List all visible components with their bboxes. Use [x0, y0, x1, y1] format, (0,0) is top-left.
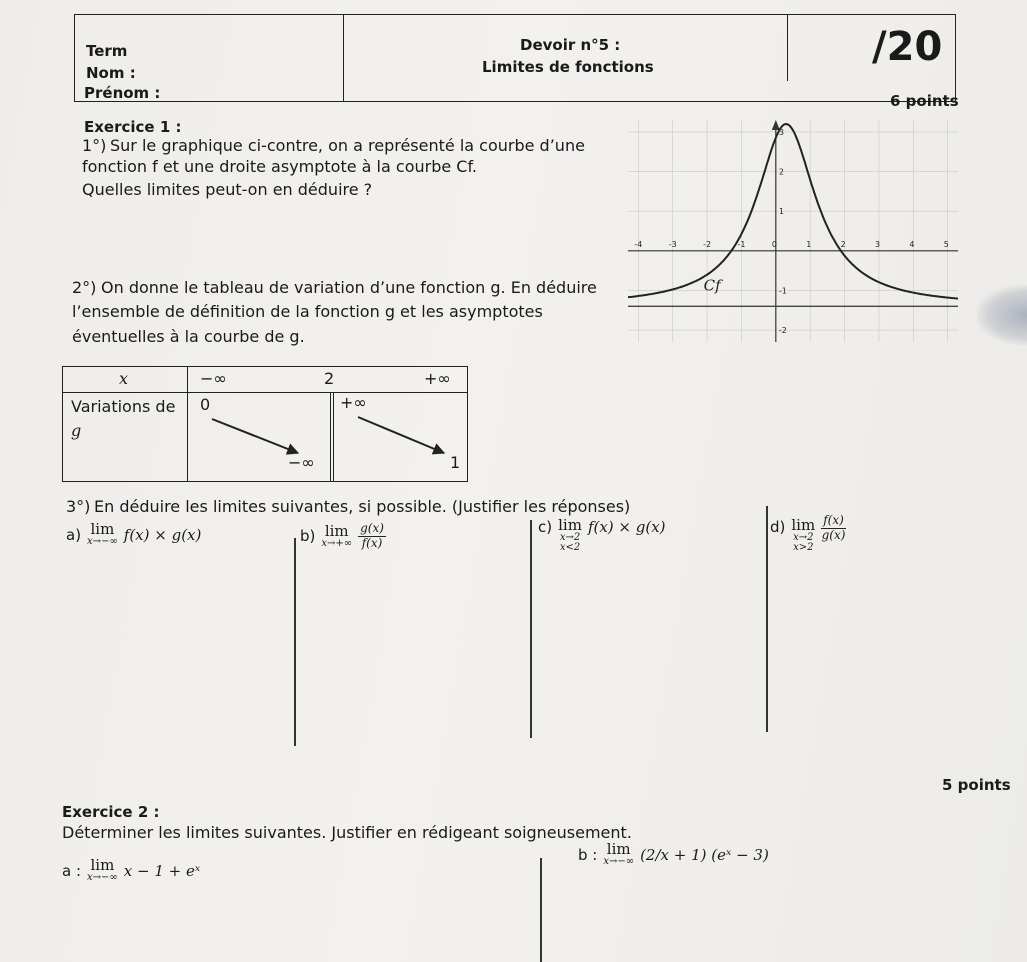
limit-a-operator: lim x→−∞ — [87, 520, 118, 547]
finger-shadow — [977, 285, 1027, 345]
ex1-title: Exercice 1 : — [84, 118, 182, 136]
limit-c — [538, 518, 666, 553]
ex1-q2-line2: l’ensemble de définition de la fonction g et les asymptotes — [72, 302, 543, 321]
header-level: Term — [86, 42, 128, 60]
ex1-q2-num: 2°) — [72, 278, 97, 297]
x-tick-label: 5 — [943, 239, 949, 249]
ex1-q2-line3: éventuelles à la courbe de g. — [72, 327, 305, 346]
limit-b-operator: lim x→+∞ — [321, 521, 353, 549]
limit-b-label: b) — [300, 527, 316, 546]
limit-d-fraction: $\frac{f(x)}{g(x)}$ — [821, 513, 846, 542]
tv-x-label: x — [119, 369, 129, 388]
ex2-a-label: a : — [62, 861, 82, 880]
tv-x-minus-inf: −∞ — [200, 369, 227, 388]
tv-right-top: +∞ — [340, 393, 367, 412]
limit-d-operator: lim x→2 x>2 — [791, 516, 816, 553]
y-tick-label: 1 — [778, 207, 784, 217]
header-nom: Nom : — [86, 64, 136, 82]
tv-x-plus-inf: +∞ — [424, 369, 451, 388]
tv-right-bottom: 1 — [450, 453, 461, 472]
tv-left-bottom: −∞ — [288, 453, 315, 472]
graph-grid — [628, 120, 958, 342]
limit-b-fraction: $\frac{g(x)}{f(x)}$ — [360, 521, 384, 550]
ex2-points: 5 points — [942, 776, 1011, 794]
ex1-q1-line2: fonction f et une droite asymptote à la courbe Cf. — [82, 157, 478, 176]
x-tick-labels — [634, 240, 948, 249]
answer-divider-2 — [530, 520, 532, 738]
y-tick-labels — [779, 128, 787, 335]
answer-divider-1 — [294, 538, 296, 746]
tv-x-values — [188, 367, 468, 393]
ex1-q1-line3: Quelles limites peut-on en déduire ? — [82, 180, 373, 199]
tv-x-header — [63, 367, 188, 393]
limit-d-label: d) — [770, 518, 786, 536]
header-devoir: Devoir n°5 : — [520, 36, 621, 54]
x-tick-label: -2 — [703, 239, 712, 249]
ex1-points: 6 points — [890, 92, 959, 110]
ex2-a-operator: lim x→−∞ — [87, 856, 118, 883]
limit-b — [300, 522, 386, 551]
tv-variations-cell — [188, 393, 468, 482]
x-tick-label: 0 — [771, 239, 777, 249]
y-tick-label: 3 — [778, 127, 784, 137]
limit-d — [770, 514, 846, 553]
ex1-q1-line1: Sur le graphique ci-contre, on a représenté la courbe d’une — [110, 136, 585, 155]
ex1-q3-text: En déduire les limites suivantes, si possible. (Justifier les réponses) — [94, 497, 631, 516]
limit-a-expr: f(x) × g(x) — [123, 525, 202, 544]
limit-a-label: a) — [66, 525, 82, 544]
tv-x-two: 2 — [324, 369, 335, 388]
limit-c-label: c) — [538, 518, 553, 536]
x-tick-label: 4 — [909, 239, 915, 249]
tv-row-label-cell — [63, 393, 188, 482]
tv-arrows — [188, 393, 468, 481]
ex2-a-expr: x − 1 + eˣ — [123, 861, 201, 880]
curve-label: Cf — [703, 276, 721, 295]
tv-left-top: 0 — [200, 395, 211, 414]
function-graph — [628, 120, 958, 342]
y-tick-label: -2 — [778, 326, 787, 336]
y-tick-label: 2 — [778, 167, 784, 177]
x-tick-label: -3 — [668, 239, 677, 249]
limit-a — [66, 522, 201, 547]
ex2-answer-divider — [540, 858, 542, 962]
x-tick-label: -1 — [737, 239, 746, 249]
limit-c-expr: f(x) × g(x) — [587, 518, 666, 536]
ex1-q3-num: 3°) — [66, 497, 91, 516]
x-tick-label: 3 — [874, 239, 881, 249]
variation-table — [62, 366, 468, 482]
ex2-b-operator: lim x→−∞ — [603, 840, 635, 867]
tv-arrow-right — [358, 417, 444, 453]
x-tick-label: -4 — [634, 239, 643, 249]
ex2-b-expr: (2/x + 1) (eˣ − 3) — [640, 845, 769, 864]
ex2-limit-a — [62, 858, 200, 883]
header-subject: Limites de fonctions — [482, 58, 654, 76]
ex2-b-label: b : — [578, 845, 598, 864]
header-score: /20 — [872, 24, 943, 70]
ex2-limit-b — [578, 842, 769, 867]
tv-row-function: g — [71, 421, 82, 440]
limit-c-operator: lim x→2 x<2 — [558, 516, 582, 553]
y-tick-label: -1 — [778, 286, 787, 296]
tv-arrow-left — [212, 419, 298, 453]
x-tick-label: 1 — [806, 239, 812, 249]
ex2-title: Exercice 2 : — [62, 803, 160, 821]
answer-divider-3 — [766, 506, 768, 732]
ex1-q1-num: 1°) — [82, 136, 107, 155]
tv-row-label: Variations de — [71, 397, 176, 416]
ex2-instruction: Déterminer les limites suivantes. Justifier en rédigeant soigneusement. — [62, 823, 632, 842]
x-tick-label: 2 — [840, 239, 846, 249]
header-prenom: Prénom : — [84, 84, 161, 102]
ex1-q2-line1: On donne le tableau de variation d’une fonction g. En déduire — [101, 278, 597, 297]
